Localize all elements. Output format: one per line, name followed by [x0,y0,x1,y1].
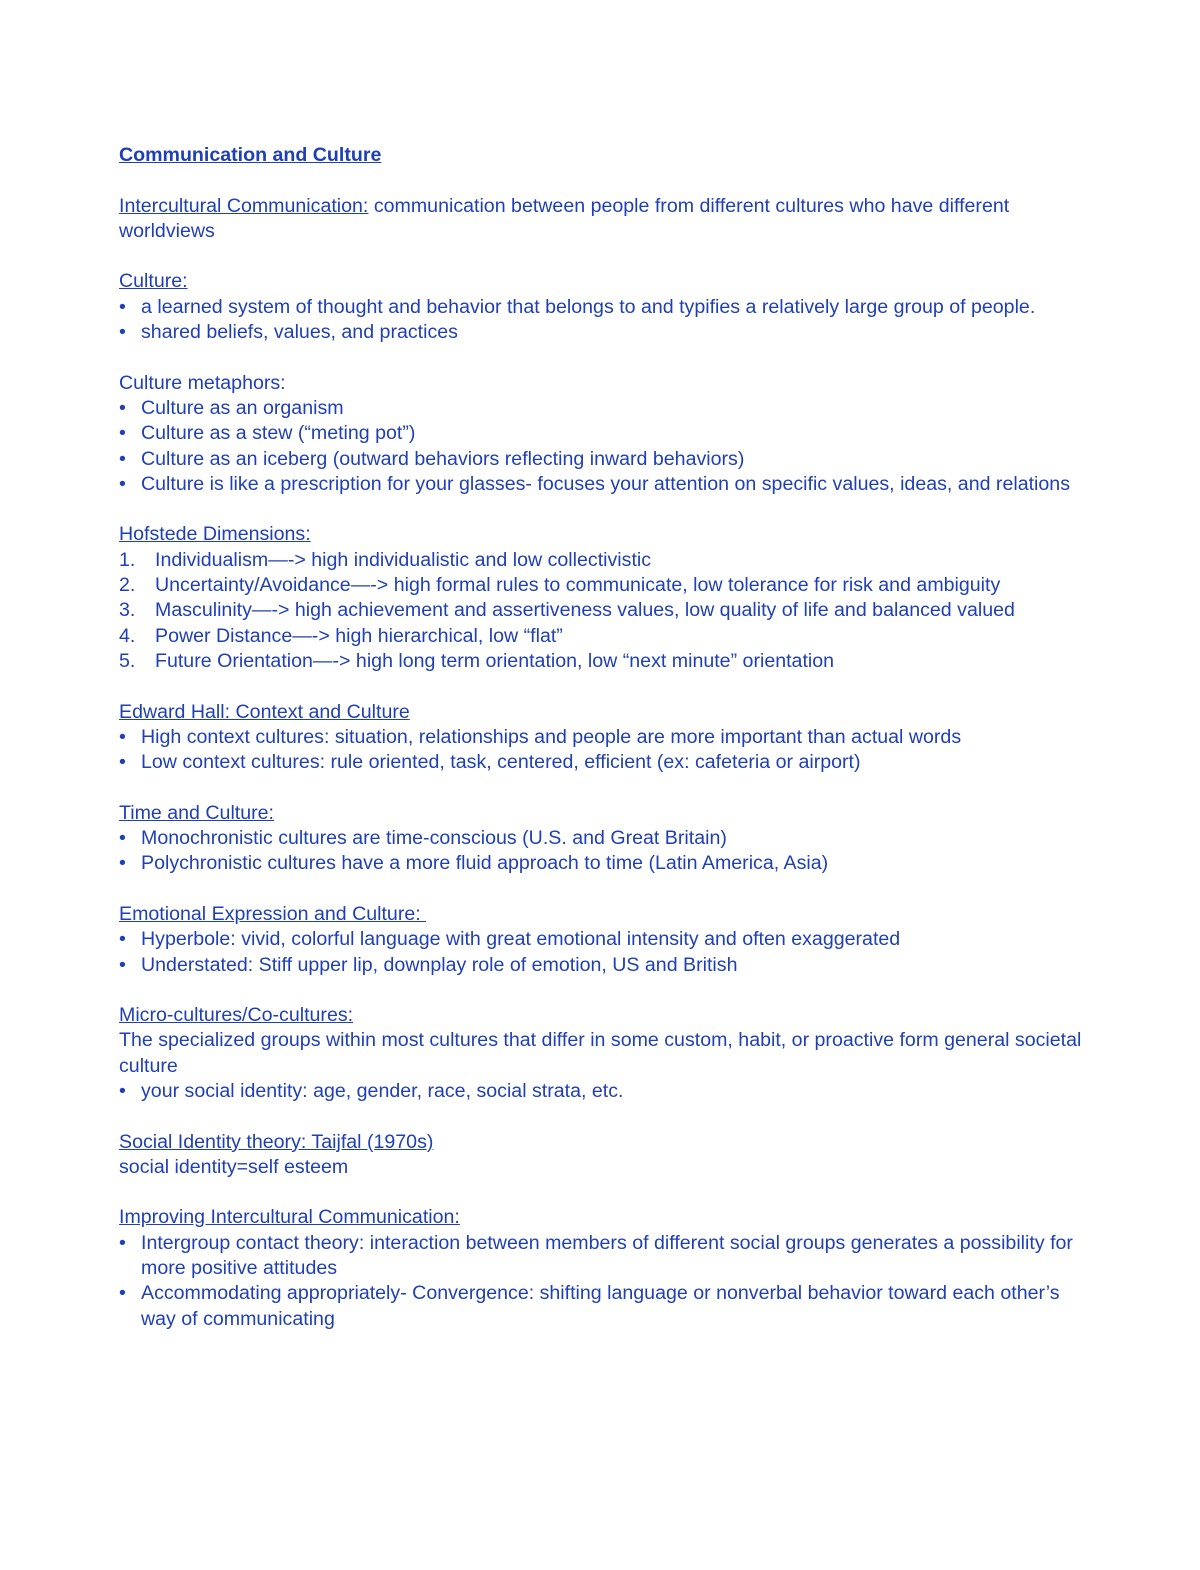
bullet-marker: • [119,472,126,495]
section-hall [119,700,1089,776]
section-heading-metaphors: Culture metaphors: [119,371,286,394]
bullet-marker: • [119,422,126,445]
list-item [119,725,1089,750]
bullet-marker: • [119,1282,126,1305]
intercultural-definition [119,194,1089,245]
bullet-marker: • [119,295,126,318]
list-item [119,927,1089,952]
list-item [119,598,1089,623]
list-item-text: Hyperbole: vivid, colorful language with great emotional intensity and often exaggerated [141,928,901,951]
list-item-text: Culture is like a prescription for your glasses- focuses your attention on specific values, ideas, and relations [141,472,1070,495]
list-item [119,1079,1089,1104]
document-page [119,143,1089,1332]
section-heading-micro: Micro-cultures/Co-cultures: [119,1004,354,1027]
list-item [119,953,1089,978]
section-heading-culture: Culture: [119,270,188,293]
list-item [119,396,1089,421]
list-item-text: Accommodating appropriately- Convergence: shifting language or nonverbal behavior toward each other’s way of communicating [141,1282,1060,1330]
bullet-marker: • [119,928,126,951]
intercultural-text: communication between people from different cultures who have different worldviews [119,194,1010,242]
section-micro [119,1003,1089,1104]
list-item [119,320,1089,345]
list-item-text: Low context cultures: rule oriented, task, centered, efficient (ex: cafeteria or airport) [141,751,861,774]
list-item [119,295,1089,320]
list-item-text: shared beliefs, values, and practices [141,321,458,344]
list-item-text: Culture as an iceberg (outward behaviors reflecting inward behaviors) [141,447,745,470]
list-item [119,1231,1089,1282]
micro-list [119,1079,1089,1104]
list-item [119,851,1089,876]
list-item-text: Polychronistic cultures have a more fluid approach to time (Latin America, Asia) [141,852,829,875]
bullet-marker: • [119,396,126,419]
section-heading-emotional: Emotional Expression and Culture: [119,902,427,925]
bullet-marker: • [119,447,126,470]
section-heading-time: Time and Culture: [119,801,274,824]
list-item [119,826,1089,851]
section-culture [119,269,1089,345]
list-item [119,573,1089,598]
list-item-text: Individualism—-> high individualistic and low collectivistic [155,548,652,571]
list-item-text: Power Distance—-> high hierarchical, low “flat” [155,624,563,647]
bullet-marker: • [119,852,126,875]
section-heading-hall: Edward Hall: Context and Culture [119,700,410,723]
metaphors-list [119,396,1089,497]
section-hofstede [119,522,1089,674]
section-intercultural [119,194,1089,245]
list-item-text: Masculinity—-> high achievement and assertiveness values, low quality of life and balanced valued [155,599,1015,622]
culture-list [119,295,1089,346]
section-emotional [119,902,1089,978]
list-item [119,750,1089,775]
list-item [119,548,1089,573]
bullet-marker: • [119,1231,126,1254]
bullet-marker: • [119,751,126,774]
list-item [119,624,1089,649]
improving-list [119,1231,1089,1332]
emotional-list [119,927,1089,978]
time-list [119,826,1089,877]
list-item-text: Uncertainty/Avoidance—-> high formal rules to communicate, low tolerance for risk and ambiguity [155,574,1001,597]
social-identity-text: social identity=self esteem [119,1155,349,1178]
section-heading-improving: Improving Intercultural Communication: [119,1206,460,1229]
number-marker: 3. [119,599,136,622]
document-title: Communication and Culture [119,144,382,166]
list-item-text: your social identity: age, gender, race, social strata, etc. [141,1079,624,1102]
list-item-text: Understated: Stiff upper lip, downplay role of emotion, US and British [141,953,738,976]
section-heading-hofstede: Hofstede Dimensions: [119,523,311,546]
list-item [119,447,1089,472]
number-marker: 5. [119,649,136,672]
section-heading-social-identity: Social Identity theory: Taijfal (1970s) [119,1130,434,1153]
list-item-text: Culture as a stew (“meting pot”) [141,422,416,445]
number-marker: 2. [119,574,136,597]
bullet-marker: • [119,321,126,344]
list-item-text: Monochronistic cultures are time-conscious (U.S. and Great Britain) [141,827,727,850]
list-item [119,421,1089,446]
micro-definition: The specialized groups within most cultures that differ in some custom, habit, or proactive form general societal culture [119,1029,1082,1077]
section-social-identity [119,1130,1089,1181]
list-item-text: a learned system of thought and behavior that belongs to and typifies a relatively large group of people. [141,295,1036,318]
bullet-marker: • [119,827,126,850]
number-marker: 4. [119,624,136,647]
section-heading-intercultural: Intercultural Communication: [119,194,369,217]
list-item-text: High context cultures: situation, relationships and people are more important than actual words [141,725,962,748]
list-item [119,472,1089,497]
hofstede-list [119,548,1089,674]
bullet-marker: • [119,725,126,748]
number-marker: 1. [119,548,136,571]
list-item-text: Future Orientation—-> high long term orientation, low “next minute” orientation [155,649,835,672]
hall-list [119,725,1089,776]
list-item [119,1281,1089,1332]
list-item-text: Culture as an organism [141,396,344,419]
list-item-text: Intergroup contact theory: interaction between members of different social groups generates a possibility for more positive attitudes [141,1231,1073,1280]
section-metaphors [119,371,1089,497]
bullet-marker: • [119,953,126,976]
section-time [119,801,1089,877]
list-item [119,649,1089,674]
section-improving [119,1205,1089,1331]
bullet-marker: • [119,1079,126,1102]
